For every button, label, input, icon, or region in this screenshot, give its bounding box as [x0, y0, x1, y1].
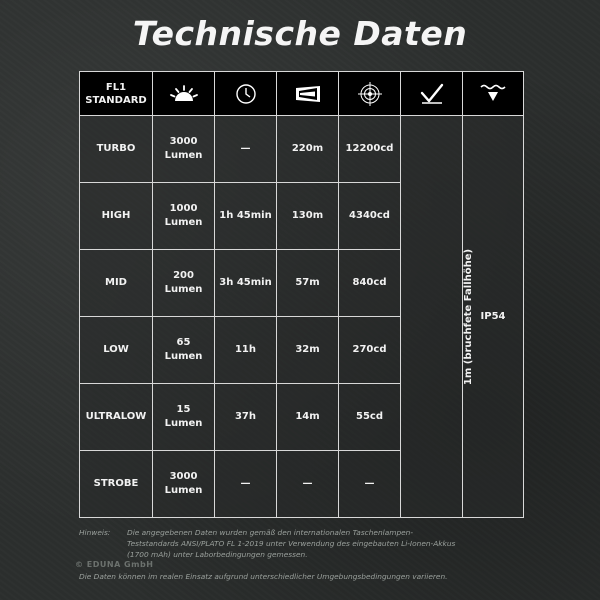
runtime-value: 3h 45min — [219, 277, 272, 288]
distance-cell — [277, 183, 339, 250]
impact-resistance-value: 1m (bruchfete Fallhöhe) — [463, 248, 475, 385]
mode-cell — [80, 116, 153, 183]
mode: MID — [105, 277, 127, 288]
intensity-cell — [339, 317, 401, 384]
distance-cell — [277, 451, 339, 518]
page-title: Technische Daten — [132, 14, 468, 53]
mode-cell — [80, 183, 153, 250]
header-standard: STANDARD — [85, 94, 147, 106]
mode-cell — [80, 384, 153, 451]
brand-watermark: © EDUNA GmbH — [75, 560, 154, 569]
runtime-cell — [215, 317, 277, 384]
runtime-clock-icon — [235, 83, 257, 105]
lumen-value: 3000 — [169, 136, 198, 147]
table-row — [80, 116, 524, 183]
lumen-unit: Lumen — [164, 217, 203, 228]
runtime-value: — — [240, 143, 251, 154]
header-water-resistance — [463, 72, 524, 116]
table-header-row — [80, 72, 524, 116]
header-model-cell — [80, 72, 153, 116]
intensity-cell — [339, 116, 401, 183]
runtime-cell — [215, 116, 277, 183]
water-resistance-value: IP54 — [480, 310, 506, 322]
peak-intensity-icon — [358, 82, 382, 106]
distance-cell — [277, 384, 339, 451]
intensity-cell — [339, 250, 401, 317]
intensity-cell — [339, 384, 401, 451]
mode: ULTRALOW — [85, 411, 147, 422]
light-output-icon — [169, 83, 199, 105]
runtime-cell — [215, 250, 277, 317]
mode: TURBO — [96, 143, 136, 154]
footnote-line-1: Die angegebenen Daten wurden gemäß den internationalen Taschenlampen- — [127, 528, 414, 537]
lumen-cell — [153, 183, 215, 250]
runtime-value: — — [240, 478, 251, 489]
distance-cell — [277, 116, 339, 183]
impact-resistance-cell — [401, 116, 475, 518]
mode: HIGH — [101, 210, 131, 221]
lumen-unit: Lumen — [164, 485, 203, 496]
lumen-value: 3000 — [169, 471, 198, 482]
lumen-cell — [153, 317, 215, 384]
intensity-value: 840cd — [352, 277, 387, 288]
header-model: FL1 — [105, 81, 127, 93]
lumen-cell — [153, 250, 215, 317]
mode-cell — [80, 451, 153, 518]
distance-value: 57m — [295, 277, 320, 288]
intensity-value: 55cd — [355, 411, 383, 422]
lumen-cell — [153, 384, 215, 451]
header-impact-resistance — [401, 72, 463, 116]
runtime-value: 37h — [234, 411, 257, 422]
runtime-value: 1h 45min — [219, 210, 272, 221]
runtime-cell — [215, 384, 277, 451]
distance-value: 130m — [291, 210, 324, 221]
distance-value: — — [302, 478, 313, 489]
lumen-unit: Lumen — [164, 418, 203, 429]
lumen-value: 200 — [173, 270, 194, 281]
header-light-output — [153, 72, 215, 116]
lumen-value: 65 — [176, 337, 191, 348]
mode: LOW — [103, 344, 129, 355]
beam-distance-icon — [295, 85, 321, 103]
intensity-value: — — [364, 478, 375, 489]
footnote-line-4: Die Daten können im realen Einsatz aufgrund unterschiedlicher Umgebungsbedingungen variieren. — [79, 572, 448, 581]
lumen-unit: Lumen — [164, 351, 203, 362]
lumen-unit: Lumen — [164, 150, 203, 161]
header-beam-distance — [277, 72, 339, 116]
distance-value: 32m — [295, 344, 320, 355]
water-resistance-icon — [480, 83, 506, 105]
distance-cell — [277, 317, 339, 384]
intensity-value: 270cd — [352, 344, 387, 355]
distance-value: 14m — [295, 411, 320, 422]
lumen-cell — [153, 116, 215, 183]
intensity-cell — [339, 451, 401, 518]
lumen-unit: Lumen — [164, 284, 203, 295]
distance-cell — [277, 250, 339, 317]
runtime-cell — [215, 183, 277, 250]
mode: STROBE — [93, 478, 139, 489]
footnote-label: Hinweis: — [79, 528, 111, 537]
header-peak-intensity — [339, 72, 401, 116]
lumen-value: 1000 — [169, 203, 198, 214]
intensity-cell — [339, 183, 401, 250]
intensity-value: 4340cd — [349, 210, 390, 221]
runtime-value: 11h — [234, 344, 257, 355]
impact-resistance-icon — [420, 83, 444, 105]
distance-value: 220m — [291, 143, 324, 154]
footnote-line-3: (1700 mAh) unter Laborbedingungen gemessen. — [127, 550, 308, 559]
mode-cell — [80, 317, 153, 384]
intensity-value: 12200cd — [345, 143, 394, 154]
mode-cell — [80, 250, 153, 317]
lumen-value: 15 — [176, 404, 191, 415]
lumen-cell — [153, 451, 215, 518]
footnote-line-2: Teststandards ANSI/PLATO FL 1-2019 unter Verwendung des eingebauten Li-Ionen-Akkus — [127, 539, 456, 548]
spec-table — [79, 71, 524, 518]
header-runtime — [215, 72, 277, 116]
runtime-cell — [215, 451, 277, 518]
